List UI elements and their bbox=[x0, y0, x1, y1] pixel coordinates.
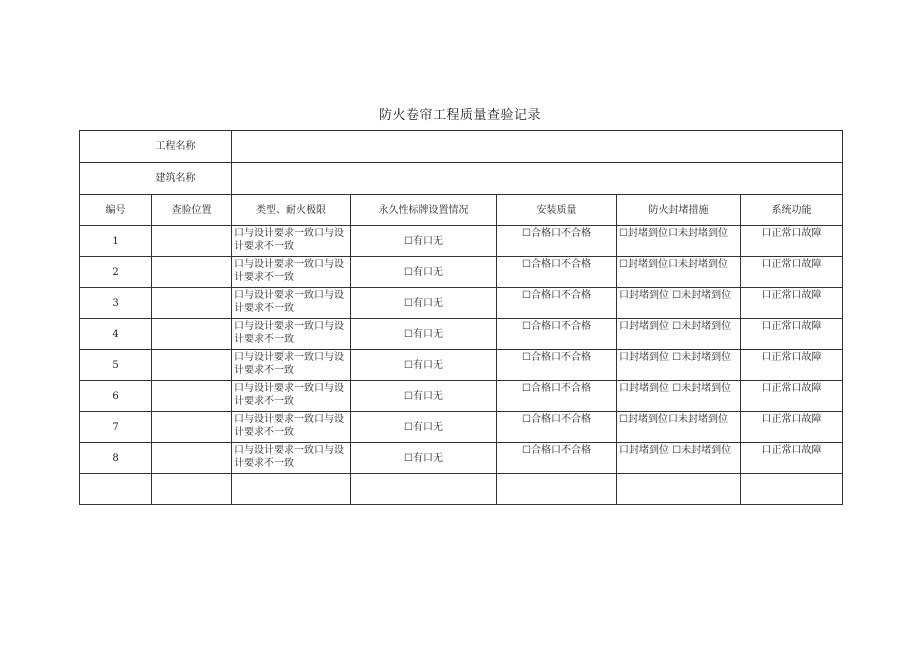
seal-cell[interactable] bbox=[617, 257, 741, 288]
location-cell[interactable] bbox=[152, 381, 232, 412]
sign-cell[interactable] bbox=[351, 226, 497, 257]
location-cell-text bbox=[152, 396, 231, 397]
project-name-field[interactable] bbox=[232, 131, 843, 163]
row-number-text: 3 bbox=[112, 298, 119, 309]
sign-cell[interactable] bbox=[351, 412, 497, 443]
table-row bbox=[80, 226, 843, 257]
quality-cell-text: ☐合格口不合格 bbox=[522, 321, 591, 332]
function-cell-text: 口正常口故障 bbox=[761, 383, 822, 394]
row-number-text: 6 bbox=[112, 391, 119, 402]
row-number bbox=[80, 350, 152, 381]
quality-cell-text: ☐合格口不合格 bbox=[522, 290, 591, 301]
quality-cell-text: ☐合格口不合格 bbox=[522, 414, 591, 425]
table-row bbox=[80, 288, 843, 319]
seal-cell-text: ☐封堵到位口未封堵到位 bbox=[619, 259, 728, 270]
type-rating-cell-text: 口与设计要求一致口与设计要求不一致 bbox=[234, 259, 344, 283]
header-row bbox=[80, 195, 843, 226]
function-cell-text: 口正常口故障 bbox=[761, 414, 822, 425]
type-rating-cell-text: 口与设计要求一致口与设计要求不一致 bbox=[234, 383, 344, 407]
header-install-quality: 安装质量 bbox=[497, 195, 617, 226]
type-rating-cell-text: 口与设计要求一致口与设计要求不一致 bbox=[234, 352, 344, 376]
quality-cell[interactable] bbox=[497, 350, 617, 381]
location-cell[interactable] bbox=[152, 288, 232, 319]
table-row bbox=[80, 381, 843, 412]
row-number bbox=[80, 381, 152, 412]
sign-cell-text: ☐有口无 bbox=[404, 329, 443, 340]
row-number-text: 2 bbox=[112, 267, 119, 278]
sign-cell-text: ☐有口无 bbox=[404, 267, 443, 278]
function-cell[interactable] bbox=[741, 412, 843, 443]
location-cell[interactable] bbox=[152, 257, 232, 288]
blank-cell[interactable] bbox=[80, 474, 152, 505]
seal-cell[interactable] bbox=[617, 226, 741, 257]
location-cell[interactable] bbox=[152, 226, 232, 257]
location-cell-text bbox=[152, 272, 231, 273]
location-cell[interactable] bbox=[152, 350, 232, 381]
function-cell[interactable] bbox=[741, 443, 843, 474]
sign-cell-text: ☐有口无 bbox=[404, 236, 443, 247]
sign-cell-text: ☐有口无 bbox=[404, 453, 443, 464]
quality-cell[interactable] bbox=[497, 381, 617, 412]
function-cell[interactable] bbox=[741, 226, 843, 257]
quality-cell-text: ☐合格口不合格 bbox=[522, 352, 591, 363]
project-name-label-cell bbox=[80, 131, 232, 163]
sign-cell-text: ☐有口无 bbox=[404, 391, 443, 402]
location-cell-text bbox=[152, 303, 231, 304]
seal-cell-text: 口封堵到位 ☐未封堵到位 bbox=[619, 290, 732, 301]
quality-cell[interactable] bbox=[497, 288, 617, 319]
blank-cell[interactable] bbox=[351, 474, 497, 505]
type-rating-cell-text: 口与设计要求一致口与设计要求不一致 bbox=[234, 321, 344, 345]
seal-cell[interactable] bbox=[617, 381, 741, 412]
seal-cell[interactable] bbox=[617, 412, 741, 443]
type-rating-cell[interactable] bbox=[232, 226, 351, 257]
type-rating-cell-text: 口与设计要求一致口与设计要求不一致 bbox=[234, 414, 344, 438]
location-cell-text bbox=[152, 458, 231, 459]
type-rating-cell-text: 口与设计要求一致口与设计要求不一致 bbox=[234, 228, 344, 252]
building-name-row bbox=[80, 163, 843, 195]
table-row bbox=[80, 319, 843, 350]
quality-cell[interactable] bbox=[497, 257, 617, 288]
inspection-table bbox=[79, 130, 843, 505]
row-number-text: 7 bbox=[112, 422, 119, 433]
seal-cell-text: 口封堵到位 ☐未封堵到位 bbox=[619, 383, 732, 394]
blank-cell[interactable] bbox=[232, 474, 351, 505]
header-location: 查验位置 bbox=[152, 195, 232, 226]
location-cell[interactable] bbox=[152, 443, 232, 474]
row-number bbox=[80, 288, 152, 319]
seal-cell-text: ☐封堵到位口未封堵到位 bbox=[619, 414, 728, 425]
blank-cell[interactable] bbox=[497, 474, 617, 505]
function-cell[interactable] bbox=[741, 319, 843, 350]
function-cell[interactable] bbox=[741, 381, 843, 412]
blank-row bbox=[80, 474, 843, 505]
header-number: 编号 bbox=[80, 195, 152, 226]
function-cell[interactable] bbox=[741, 257, 843, 288]
quality-cell-text: ☐合格口不合格 bbox=[522, 259, 591, 270]
row-number-text: 1 bbox=[112, 236, 119, 247]
blank-cell[interactable] bbox=[617, 474, 741, 505]
sign-cell-text: ☐有口无 bbox=[404, 422, 443, 433]
row-number-text: 4 bbox=[112, 329, 119, 340]
function-cell-text: 口正常口故障 bbox=[761, 445, 822, 456]
quality-cell[interactable] bbox=[497, 443, 617, 474]
seal-cell-text: 口封堵到位 ☐未封堵到位 bbox=[619, 352, 732, 363]
type-rating-cell[interactable] bbox=[232, 412, 351, 443]
table-row bbox=[80, 257, 843, 288]
type-rating-cell[interactable] bbox=[232, 257, 351, 288]
function-cell-text: 口正常口故障 bbox=[761, 259, 822, 270]
row-number-text: 5 bbox=[112, 360, 119, 371]
type-rating-cell-text: 口与设计要求一致口与设计要求不一致 bbox=[234, 445, 344, 469]
location-cell-text bbox=[152, 241, 231, 242]
sign-cell[interactable] bbox=[351, 319, 497, 350]
project-name-row bbox=[80, 131, 843, 163]
quality-cell[interactable] bbox=[497, 226, 617, 257]
header-permanent-sign: 永久性标牌设置情况 bbox=[351, 195, 497, 226]
seal-cell-text: ☐封堵到位口未封堵到位 bbox=[619, 228, 728, 239]
quality-cell-text: ☐合格口不合格 bbox=[522, 228, 591, 239]
type-rating-cell[interactable] bbox=[232, 350, 351, 381]
seal-cell-text: 口封堵到位 ☐未封堵到位 bbox=[619, 445, 732, 456]
row-number bbox=[80, 412, 152, 443]
seal-cell[interactable] bbox=[617, 350, 741, 381]
blank-cell[interactable] bbox=[741, 474, 843, 505]
header-fire-seal: 防火封堵措施 bbox=[617, 195, 741, 226]
row-number bbox=[80, 226, 152, 257]
sign-cell[interactable] bbox=[351, 381, 497, 412]
function-cell-text: 口正常口故障 bbox=[761, 352, 822, 363]
type-rating-cell[interactable] bbox=[232, 319, 351, 350]
function-cell-text: 口正常口故障 bbox=[761, 321, 822, 332]
quality-cell-text: ☐合格口不合格 bbox=[522, 445, 591, 456]
data-rows bbox=[80, 226, 843, 474]
sign-cell-text: ☐有口无 bbox=[404, 360, 443, 371]
type-rating-cell[interactable] bbox=[232, 288, 351, 319]
sign-cell[interactable] bbox=[351, 288, 497, 319]
seal-cell-text: 口封堵到位 ☐未封堵到位 bbox=[619, 321, 732, 332]
type-rating-cell[interactable] bbox=[232, 381, 351, 412]
row-number bbox=[80, 257, 152, 288]
quality-cell[interactable] bbox=[497, 319, 617, 350]
type-rating-cell-text: 口与设计要求一致口与设计要求不一致 bbox=[234, 290, 344, 314]
row-number bbox=[80, 443, 152, 474]
building-name-label: 建筑名称 bbox=[155, 173, 196, 184]
row-number bbox=[80, 319, 152, 350]
row-number-text: 8 bbox=[112, 453, 119, 464]
type-rating-cell[interactable] bbox=[232, 443, 351, 474]
table-row bbox=[80, 350, 843, 381]
location-cell-text bbox=[152, 334, 231, 335]
quality-cell[interactable] bbox=[497, 412, 617, 443]
seal-cell[interactable] bbox=[617, 288, 741, 319]
function-cell[interactable] bbox=[741, 288, 843, 319]
page-title: 防火卷帘工程质量查验记录 bbox=[378, 108, 541, 123]
header-system-function: 系统功能 bbox=[741, 195, 843, 226]
sign-cell[interactable] bbox=[351, 443, 497, 474]
location-cell[interactable] bbox=[152, 319, 232, 350]
header-type-rating: 类型、耐火极限 bbox=[232, 195, 351, 226]
blank-cell[interactable] bbox=[152, 474, 232, 505]
sign-cell[interactable] bbox=[351, 257, 497, 288]
location-cell[interactable] bbox=[152, 412, 232, 443]
quality-cell-text: ☐合格口不合格 bbox=[522, 383, 591, 394]
table-row bbox=[80, 412, 843, 443]
location-cell-text bbox=[152, 427, 231, 428]
seal-cell[interactable] bbox=[617, 319, 741, 350]
table-row bbox=[80, 443, 843, 474]
project-name-label: 工程名称 bbox=[155, 141, 196, 152]
sign-cell[interactable] bbox=[351, 350, 497, 381]
sign-cell-text: ☐有口无 bbox=[404, 298, 443, 309]
function-cell[interactable] bbox=[741, 350, 843, 381]
function-cell-text: 口正常口故障 bbox=[761, 290, 822, 301]
location-cell-text bbox=[152, 365, 231, 366]
function-cell-text: 口正常口故障 bbox=[761, 228, 822, 239]
seal-cell[interactable] bbox=[617, 443, 741, 474]
building-name-label-cell bbox=[80, 163, 232, 195]
building-name-field[interactable] bbox=[232, 163, 843, 195]
